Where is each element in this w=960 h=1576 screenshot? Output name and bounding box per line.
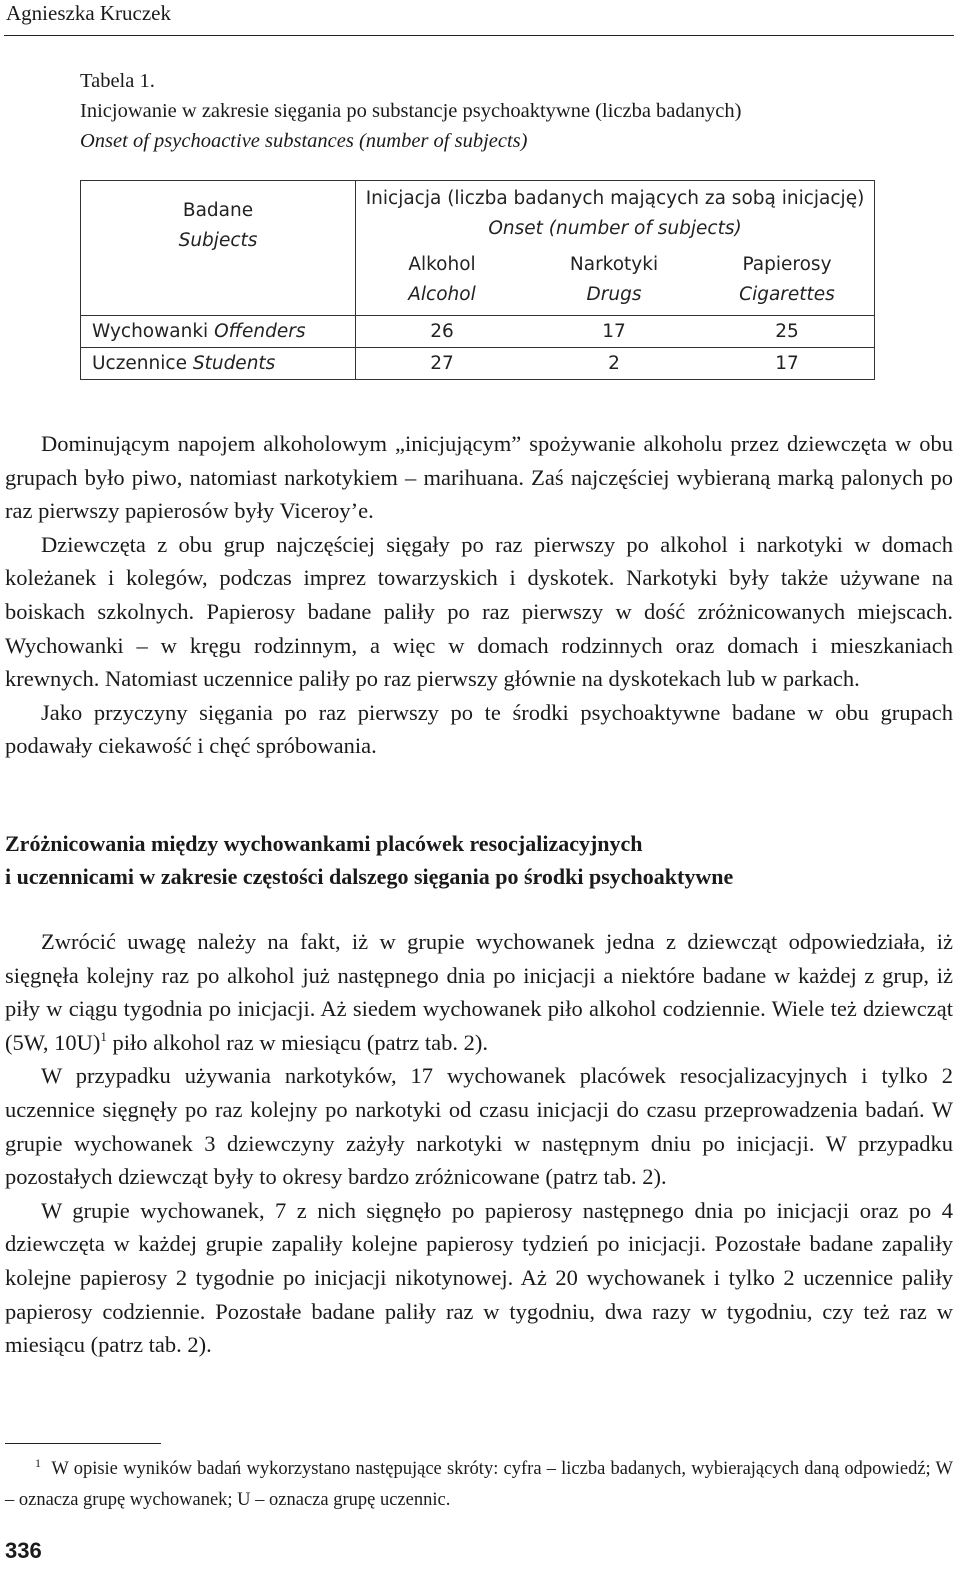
paragraph: Jako przyczyny sięgania po raz pierwszy po te środki psychoaktywne badane w obu grupach podawały ciekawość i chęć spróbowania. <box>5 699 953 759</box>
footnote-number: 1 <box>35 1456 41 1470</box>
header-alcohol-en: Alcohol <box>408 284 476 306</box>
cell-cigarettes: 17 <box>700 348 875 380</box>
section-heading-line-2: i uczennicami w zakresie częstości dalszego sięgania po środki psychoaktywne <box>5 864 734 889</box>
table-title-en: Onset of psychoactive substances (number of subjects) <box>80 130 528 152</box>
paragraph: W grupie wychowanek, 7 z nich sięgnęło po papierosy następnego dnia po inicjacji oraz po 4 dziewczęta w każdej grupie zapaliły kolejne papierosy tydzień po inicjacji. Pozostałe badane zapaliły kolejne papierosy 2 tygodnie po inicjacji nikotynowej. Aż 20 wychowanek i tylko 2 uczennice paliły papierosy codziennie. Pozostałe badane paliły raz w tygodniu, dwa razy w tygodniu, czy też raz w miesiącu (patrz tab. 2). <box>5 1197 953 1358</box>
header-rule <box>4 35 954 36</box>
table-row <box>81 348 875 380</box>
paragraph: Dominującym napojem alkoholowym „inicjującym” spożywanie alkoholu przez dziewczęta w obu grupach było piwo, natomiast narkotykiem – marihuana. Zaś najczęściej wybieraną marką palonych po raz pierwszy papierosów były Viceroy’e. <box>5 431 953 524</box>
header-subjects-en: Subjects <box>178 230 258 251</box>
cell-drugs: 17 <box>528 316 700 348</box>
header-drugs <box>528 246 700 316</box>
cell-alcohol: 26 <box>356 316 529 348</box>
footnote-ref[interactable]: 1 <box>100 1028 107 1044</box>
paragraph: W przypadku używania narkotyków, 17 wychowanek placówek resocjalizacyjnych i tylko 2 uczennice sięgnęły po raz kolejny po narkotyki od czasu inicjacji do czasu przeprowadzenia badań. W grupie wychowanek 3 dziewczyny zażyły narkotyki w następnym dniu po inicjacji. W przypadku pozostałych dziewcząt były to okresy bardzo zróżnicowane (patrz tab. 2). <box>5 1063 953 1190</box>
header-alcohol <box>356 246 529 316</box>
header-subjects-pl: Badane <box>182 200 254 221</box>
cell-cigarettes: 25 <box>700 316 875 348</box>
footnote-rule <box>5 1443 161 1444</box>
header-cigarettes-pl: Papierosy <box>742 254 832 276</box>
running-header-author: Agnieszka Kruczek <box>6 1 172 25</box>
table-caption <box>80 66 741 156</box>
cell-drugs: 2 <box>528 348 700 380</box>
section-heading-line-1: Zróżnicowania między wychowankami placówek resocjalizacyjnych <box>5 831 643 856</box>
body-section-1 <box>5 427 953 763</box>
body-section-2 <box>5 925 953 1362</box>
table-label: Tabela 1. <box>80 70 155 92</box>
header-drugs-en: Drugs <box>586 284 642 306</box>
row-label: Uczennice Students <box>81 348 356 380</box>
section-heading <box>5 827 953 893</box>
table-row <box>81 316 875 348</box>
footnote <box>5 1454 953 1516</box>
cell-alcohol: 27 <box>356 348 529 380</box>
header-onset <box>356 181 875 246</box>
header-alcohol-pl: Alkohol <box>408 254 476 276</box>
header-onset-en: Onset (number of subjects) <box>488 218 742 240</box>
header-drugs-pl: Narkotyki <box>569 254 659 276</box>
header-subjects <box>81 181 356 316</box>
paragraph: Zwrócić uwagę należy na fakt, iż w grupie wychowanek jedna z dziewcząt odpowiedziała, iż sięgnęła kolejny raz po alkohol już następnego dnia po inicjacji a niektóre badane w każdej z grup, iż piły w ciągu tygodnia po inicjacji. Aż siedem wychowanek piło alkohol codziennie. Wiele też dziewcząt (5W, 10U)$^1$ piło alkohol raz w miesiącu (patrz tab. 2). <box>5 929 953 1055</box>
header-onset-pl: Inicjacja (liczba badanych mających za sobą inicjację) <box>365 188 865 210</box>
footnote-text: W opisie wyników badań wykorzystano następujące skróty: cyfra – liczba badanych, wybierających daną odpowiedź; W – oznacza grupę wychowanek; U – oznacza grupę uczennic. <box>5 1459 953 1510</box>
header-cigarettes-en: Cigarettes <box>739 284 835 306</box>
paragraph: Dziewczęta z obu grup najczęściej sięgały po raz pierwszy po alkohol i narkotyki w domach koleżanek i kolegów, podczas imprez towarzyskich i dyskotek. Narkotyki były także używane na boiskach szkolnych. Papierosy badane paliły po raz pierwszy w dość zróżnicowanych miejscach. Wychowanki – w kręgu rodzinnym, a więc w domach rodzinnych oraz domach i mieszkaniach krewnych. Natomiast uczennice paliły po raz pierwszy głównie na dyskotekach lub w parkach. <box>5 531 953 692</box>
table-title-pl: Inicjowanie w zakresie sięgania po substancje psychoaktywne (liczba badanych) <box>80 100 742 122</box>
header-cigarettes <box>700 246 875 316</box>
page-number: 336 <box>5 1538 42 1563</box>
onset-table <box>80 180 875 380</box>
row-label: Wychowanki Offenders <box>81 316 356 348</box>
